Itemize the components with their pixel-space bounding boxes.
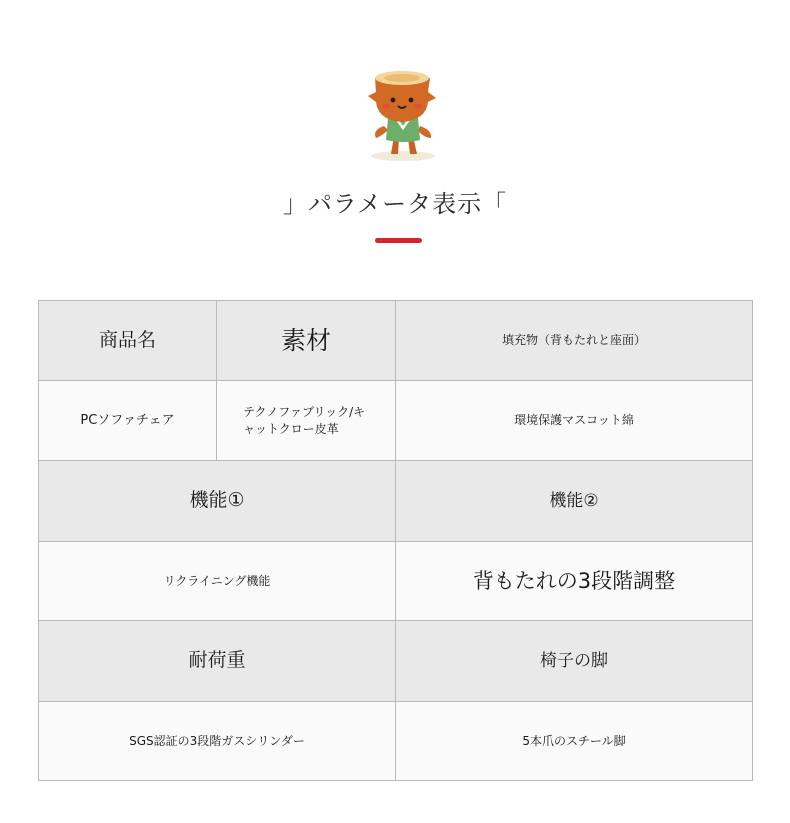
value-load-capacity: SGS認証の3段階ガスシリンダー xyxy=(39,702,396,781)
header-filling: 填充物（背もたれと座面） xyxy=(396,301,753,381)
table-row xyxy=(39,301,753,381)
parameter-table xyxy=(38,300,753,781)
table-row xyxy=(39,381,753,461)
header-product-name: 商品名 xyxy=(39,301,217,381)
page-title: 」パラメータ表示「 xyxy=(282,190,508,218)
value-material: テクノファブリック/キャットクロー皮革 xyxy=(217,381,396,461)
tree-stump-mascot-icon xyxy=(362,64,442,164)
table-row xyxy=(39,461,753,542)
header-function-1: 機能① xyxy=(39,461,396,542)
title-underline-accent xyxy=(375,238,422,243)
value-function-1: リクライニング機能 xyxy=(39,542,396,621)
value-product-name: PCソファチェア xyxy=(39,381,217,461)
header-material: 素材 xyxy=(217,301,396,381)
table-row xyxy=(39,621,753,702)
header-load-capacity: 耐荷重 xyxy=(39,621,396,702)
table-row xyxy=(39,542,753,621)
table-row xyxy=(39,702,753,781)
value-chair-legs: 5本爪のスチール脚 xyxy=(396,702,753,781)
header-chair-legs: 椅子の脚 xyxy=(396,621,753,702)
value-filling: 環境保護マスコット綿 xyxy=(396,381,753,461)
header-function-2: 機能② xyxy=(396,461,753,542)
value-function-2: 背もたれの3段階調整 xyxy=(396,542,753,621)
